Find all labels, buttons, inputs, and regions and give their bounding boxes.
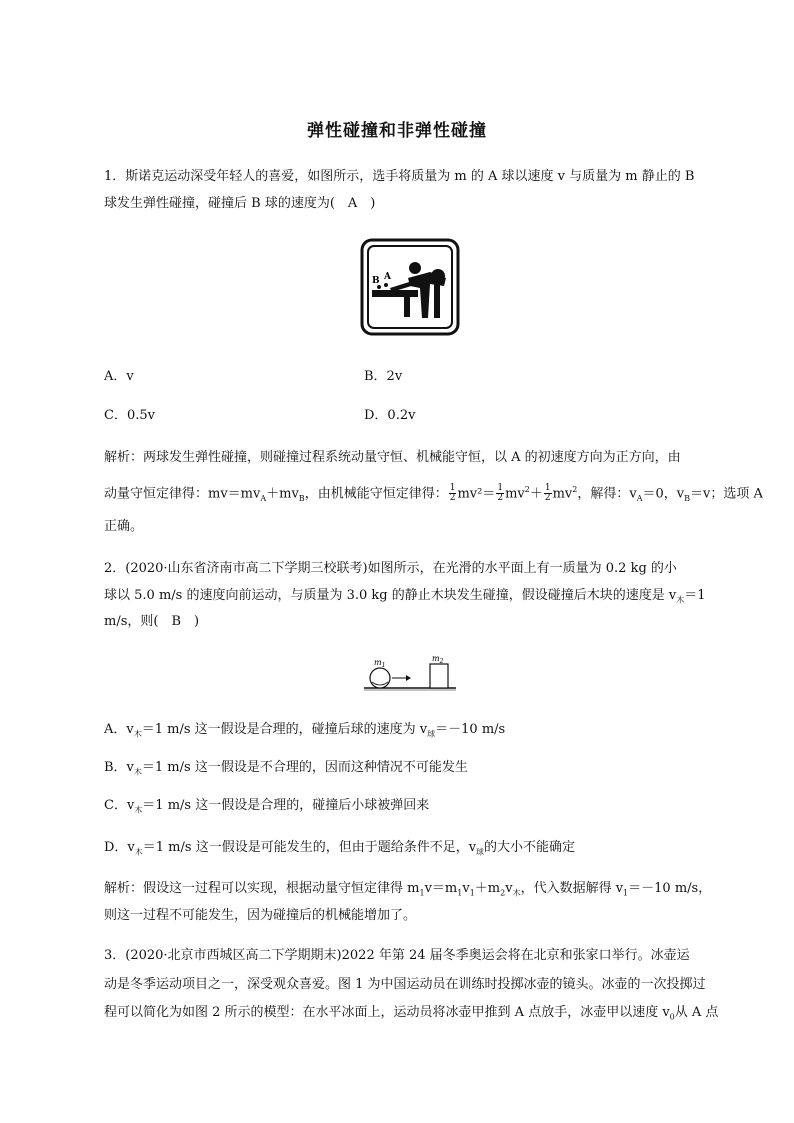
figure-label-b: B [372,276,380,286]
q2-line1: 2．(2020·山东省济南市高二下学期三校联考)如图所示，在光滑的水平面上有一质量为 0.2 kg 的小 [104,561,677,576]
q2-option-b: B．$v_木=1$ m/s 这一假设是不合理的，因而这种情况不可能发生 [104,760,468,777]
page-title: 弹性碰撞和非弹性碰撞 [307,121,487,141]
q1-analysis-line2: 动量守恒定律得：$mv=mv_A+mv_B$，由机械能守恒定律得： $\frac{1}{2}$ mv²＝ $\frac{1}{2}$ $mv^2+$ $\frac{1}{2}$ $mv^2$，解得：$v_A=0$，$v_B=v$；选项 A [104,483,763,504]
q1-option-c: C．0.5v [104,408,155,423]
q2-analysis-line1: 解析：假设这一过程可以实现，根据动量守恒定律得 $m_1v=m_1v_1+m_2v_木$，代入数据解得 $v_1=-10$ m/s， [104,881,712,898]
svg-text:m1: $m_1$ [374,658,386,669]
q3-line1: 3．(2020·北京市西城区高二下学期期末)2022 年第 24 届冬季奥运会将在北京和张家口举行。冰壶运 [104,948,690,963]
q2-analysis-line2: 则这一过程不可能发生，因为碰撞后的机械能增加了。 [104,908,417,923]
q3-line2: 动是冬季运动项目之一，深受观众喜爱。图 1 为中国运动员在训练时投掷冰壶的镜头。冰壶的一次投掷过 [104,977,706,992]
snooker-pictogram [360,238,460,336]
q3-line3: 程可以简化为如图 2 所示的模型：在水平冰面上，运动员将冰壶甲推到 A 点放手，冰壶甲以速度 $v_0$从 A 点 [104,1005,719,1022]
q1-line1: 1．斯诺克运动深受年轻人的喜爱，如图所示，选手将质量为 m 的 A 球以速度 v 与质量为 m 静止的 B [104,169,695,184]
q1-analysis-line3: 正确。 [104,519,144,534]
q2-option-a: A．$v_木=1$ m/s 这一假设是合理的，碰撞后球的速度为 $v_球=-10$ m/s [104,722,506,739]
q1-option-d: D．0.2v [364,408,416,423]
q1-option-b: B．2v [364,369,403,384]
figure-label-a: A [384,272,391,282]
fraction-half: $\frac{1}{2}$ [449,483,456,504]
fraction-half: $\frac{1}{2}$ [497,483,504,504]
q2-line3: m/s，则( B ) [104,614,200,629]
q1-line2: 球发生弹性碰撞，碰撞后 B 球的速度为( A ) [104,196,376,211]
q2-option-d: D．$v_木=1$ m/s 这一假设是可能发生的，但由于题给条件不足，$v_球$的大小不能确定 [104,840,576,857]
ball-block-figure [362,654,458,694]
q2-line2: 球以 5.0 m/s 的速度向前运动，与质量为 3.0 kg 的静止木块发生碰撞，假设碰撞后木块的速度是 $v_木=1$ [104,588,706,605]
fraction-half: $\frac{1}{2}$ [544,483,551,504]
svg-text:m2: $m_2$ [432,654,444,665]
q1-option-a: A．v [104,369,134,384]
q2-option-c: C．$v_木=1$ m/s 这一假设是合理的，碰撞后小球被弹回来 [104,798,430,815]
q1-analysis-line1: 解析：两球发生弹性碰撞，则碰撞过程系统动量守恒、机械能守恒，以 A 的初速度方向为正方向，由 [104,450,681,465]
